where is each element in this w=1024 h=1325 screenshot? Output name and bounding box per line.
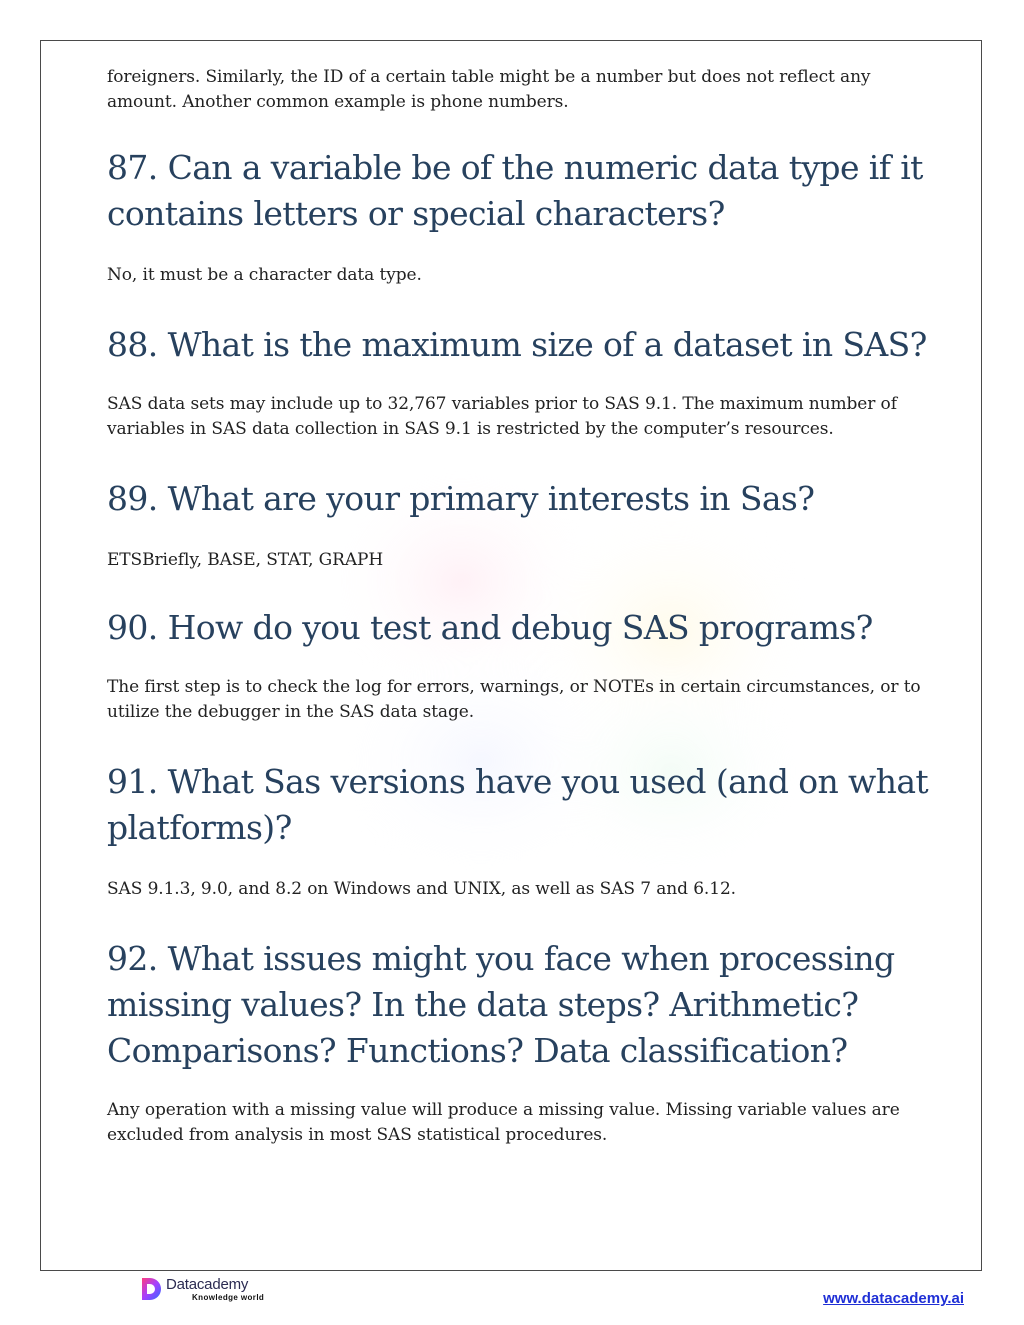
footer-logo (140, 1276, 264, 1308)
question-87: 87. Can a variable be of the numeric data type if it contains letters or special characters? (107, 148, 923, 233)
question-92: 92. What issues might you face when processing missing values? In the data steps? Arithmetic? Comparisons? Functions? Data classification? (107, 939, 895, 1070)
question-88: 88. What is the maximum size of a dataset in SAS? (107, 325, 927, 364)
datacademy-logo-icon (140, 1276, 162, 1302)
logo-tagline: Knowledge world (192, 1293, 265, 1302)
logo-name: Datacademy (166, 1276, 249, 1293)
answer-88: SAS data sets may include up to 32,767 variables prior to SAS 9.1. The maximum number of variables in SAS data collection in SAS 9.1 is restricted by the computer’s resources. (107, 394, 897, 439)
answer-92: Any operation with a missing value will produce a missing value. Missing variable values are excluded from analysis in most SAS statistical procedures. (107, 1100, 900, 1145)
document-body (107, 65, 937, 1148)
answer-87: No, it must be a character data type. (107, 265, 422, 285)
answer-90: The first step is to check the log for errors, warnings, or NOTEs in certain circumstances, or to utilize the debugger in the SAS data stage. (107, 677, 921, 722)
question-89: 89. What are your primary interests in Sas? (107, 479, 815, 518)
question-91: 91. What Sas versions have you used (and on what platforms)? (107, 762, 929, 847)
intro-paragraph: foreigners. Similarly, the ID of a certain table might be a number but does not reflect any amount. Another common example is phone numbers. (107, 67, 871, 112)
answer-89: ETSBriefly, BASE, STAT, GRAPH (107, 550, 384, 570)
question-90: 90. How do you test and debug SAS programs? (107, 608, 873, 647)
answer-91: SAS 9.1.3, 9.0, and 8.2 on Windows and UNIX, as well as SAS 7 and 6.12. (107, 879, 736, 899)
website-link[interactable]: www.datacademy.ai (823, 1290, 964, 1307)
page-frame (40, 40, 982, 1271)
